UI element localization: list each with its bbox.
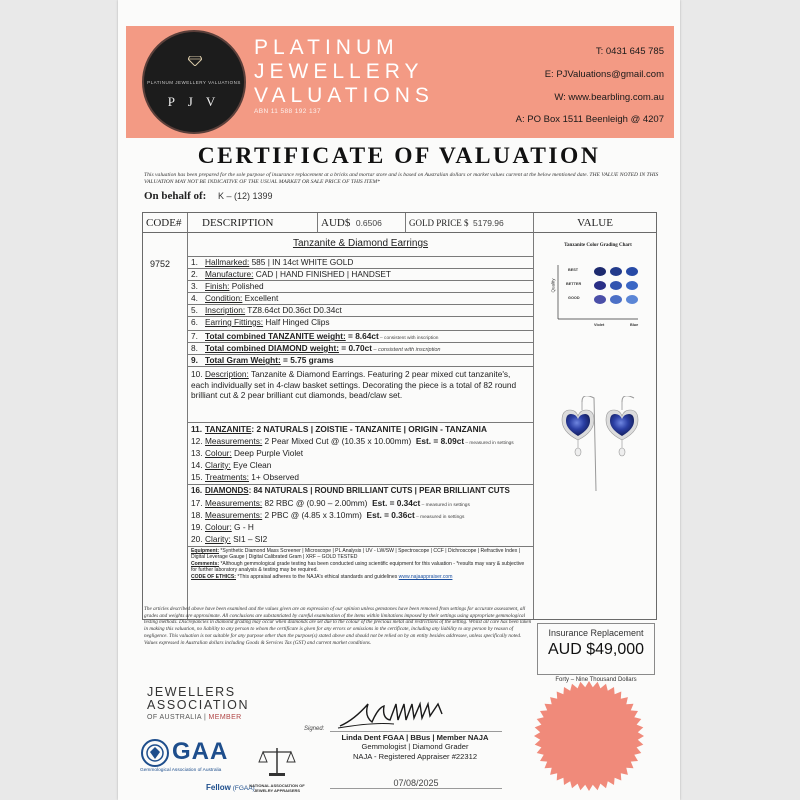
chart-row-label: BEST [568,268,579,272]
jaa-logo [147,686,249,721]
item-code: 9752 [150,259,171,269]
gaa-subtitle: Gemmological Association of Australia [140,768,222,773]
header-aud-label: AUD$ [321,217,351,229]
divider [188,256,533,257]
valuation-disclaimer: This valuation has been prepared for the sole purpose of insurance replacement at a bricks and mortar store and is based on Australian dollars or market values current at the below mentioned date. THE VALUE NOTED IN THIS VALUATION MAY NOT BE INDICATIVE OF THE USUAL MARKET OR SALE PRICE OF THIS ITEM* [144,172,659,185]
seal-stamp [533,680,645,792]
chart-gem [594,267,606,276]
chart-gem [610,295,622,304]
line-6: 6. Earring Fittings: Half Hinged Clips [191,317,330,327]
header-aud-value: 0.6506 [355,218,382,228]
signature-line [330,731,502,732]
signature-image [334,696,464,732]
insurance-amount: AUD $49,000 [547,641,645,658]
chart-gem [626,281,638,290]
header-gold-value: 5179.96 [473,218,504,228]
equipment-notes: Equipment: *Synthetic Diamond Mass Screener | Microscope | PL Analysis | UV - LW/SW | Spectroscope | CCF | Dichroscope | Refractive Index | Digital Leverage Gauge | Digital Calibrated Gram | XRF – GOLD TESTED Comments: *Although gemmological grade testing has been conducted using scientific equipment for this valuation - *results may vary & subjective for further laboratory analysis & testing may be required. CODE OF ETHICS: *This appraisal adheres to the NAJA's ethical standards and guidelines www.najaappraiser.com [191,548,525,580]
tanzanite-heading: 11. TANZANITE: 2 NATURALS | ZOISTIE - TANZANITE | ORIGIN - TANZANIA [191,424,487,434]
contact-website[interactable]: W: www.bearbling.com.au [554,92,664,103]
line-3: 3. Finish: Polished [191,281,264,291]
line-9: 9. Total Gram Weight: = 5.75 grams [191,355,334,365]
company-name-line3: VALUATIONS [254,84,434,107]
header-value: VALUE [534,213,656,233]
line-10-description: 10. Description: Tanzanite & Diamond Earrings. Featuring 2 pear mixed cut tanzanite's, each individually set in 4-claw basket settings. Decorating the piece is a total of 82 round brilliant cut & 2 pear brilliant cut diamonds, bead/claw set. [191,369,517,401]
naja-text: NATIONAL ASSOCIATION OF JEWELRY APPRAISERS [249,783,305,793]
line-14: 14. Clarity: Eye Clean [191,460,272,470]
chart-gem [610,267,622,276]
company-name-line1: PLATINUM [254,36,399,59]
divider [188,316,533,317]
company-name [254,36,434,108]
date-line [330,788,502,789]
signatory-registration: NAJA - Registered Appraiser #22312 [352,751,478,761]
divider [188,422,533,423]
valuation-table [142,212,657,620]
code-column [143,233,188,619]
signatory-name: Linda Dent FGAA | BBus | Member NAJA [341,733,489,742]
chart-x-right: Blue [630,323,639,327]
on-behalf-value: K – (12) 1399 [218,191,273,201]
item-title: Tanzanite & Diamond Earrings [292,238,429,249]
divider [188,268,533,269]
insurance-amount-words: Forty – Nine Thousand Dollars [555,677,637,683]
chart-row-label: BETTER [566,282,582,286]
divider [188,546,533,547]
company-logo [142,30,246,134]
chart-gem [610,281,622,290]
line-2: 2. Manufacture: CAD | HAND FINISHED | HANDSET [191,269,391,279]
contact-phone[interactable]: T: 0431 645 785 [595,46,664,57]
gaa-fellow: Fellow (FGAA) [206,783,255,792]
signed-label: Signed: [304,726,325,732]
earrings-photo [538,396,654,491]
valuation-footnote: The articles described above have been examined and the values given are an expression of our opinion unless gemstones have been removed from settings for accurate assessment, all grades and weights are approximate. All conclusions are substantiated by careful examination of the items within limitations imposed by their settings using appropriate gemmological testing methods. Discrepancies in diamond grading may occur when diamonds are set due to the colour of the precious metal and restrictions of the setting. Whilst all care has been taken in making this valuation, no liability to any person to whom the certificate is given for any errors or omissions in the certificate, including any liability to any person by reason of negligence. This valuation is not suitable for any purpose other than the purpose(s) stated above and should not be relied on by an entity besides addressee, unless specifically noted. Values expressed in Australian dollars including Goods & Services Tax (GST) and current market conditions. [144,606,532,646]
line-15: 15. Treatments: 1+ Observed [191,472,300,482]
tanzanite-color-chart [544,241,652,341]
line-20: 20. Clarity: SI1 – SI2 [191,534,268,544]
insurance-replacement-box [537,623,655,675]
chart-title: Tanzanite Color Grading Chart [564,243,632,248]
divider [188,366,533,367]
jaa-line3: OF AUSTRALIA | MEMBER [147,714,242,721]
valuation-date: 07/08/2025 [393,778,439,788]
scales-icon [257,744,297,778]
description-column [188,233,534,619]
naja-logo [246,744,308,793]
abn-number: ABN 11 588 192 137 [254,108,322,115]
signatory-details [310,733,520,761]
naja-link[interactable]: www.najaappraiser.com [398,573,453,580]
divider [188,304,533,305]
header-gold-label: GOLD PRICE $ [409,218,469,228]
line-8: 8. Total combined DIAMOND weight: = 0.70ct – consistent with inscription [191,343,441,353]
company-name-line2: JEWELLERY [254,60,424,83]
chart-x-left: Violet [594,323,605,327]
insurance-label: Insurance Replacement [548,628,644,638]
logo-text: PLATINUM JEWELLERY VALUATIONS [147,80,241,85]
value-column [534,233,656,619]
contact-email[interactable]: E: PJValuations@gmail.com [544,69,664,80]
line-1: 1. Hallmarked: 585 | IN 14ct WHITE GOLD [191,257,354,267]
certificate-title: CERTIFICATE OF VALUATION [197,143,601,169]
gaa-emblem-icon [140,738,170,768]
chart-row-label: GOOD [568,296,580,300]
header-aud [318,213,406,233]
line-12: 12. Measurements: 2 Pear Mixed Cut @ (10.35 x 10.00mm) Est. = 8.09ct – measured in settings [191,436,514,446]
divider [188,280,533,281]
gaa-title: GAA [172,738,229,765]
header-banner [126,26,674,138]
header-code: CODE# [143,213,188,233]
line-4: 4. Condition: Excellent [191,293,279,303]
chart-gem [594,281,606,290]
chart-gem [626,267,638,276]
diamond-icon [188,56,202,66]
chart-gem [594,295,606,304]
certificate-page [118,0,680,800]
line-7: 7. Total combined TANZANITE weight: = 8.64ct – consistent with inscription [191,331,439,341]
divider [188,484,533,485]
line-13: 13. Colour: Deep Purple Violet [191,448,304,458]
line-5: 5. Inscription: TZ8.64ct D0.36ct D0.34ct [191,305,342,315]
on-behalf-label: On behalf of: [144,190,207,202]
header-description: DESCRIPTION [188,213,318,233]
signatory-role: Gemmologist | Diamond Grader [361,742,469,752]
chart-gem [626,295,638,304]
diamonds-heading: 16. DIAMONDS: 84 NATURALS | ROUND BRILLIANT CUTS | PEAR BRILLIANT CUTS [191,486,510,495]
line-18: 18. Measurements: 2 PBC @ (4.85 x 3.10mm) Est. = 0.36ct – measured in settings [191,510,465,520]
header-gold-price [406,213,534,233]
chart-quality-label: Quality [550,278,556,293]
logo-initials: P J V [167,94,221,109]
contact-address: A: PO Box 1511 Beenleigh @ 4207 [515,114,664,125]
line-19: 19. Colour: G - H [191,522,254,532]
line-17: 17. Measurements: 82 RBC @ (0.90 – 2.00mm) Est. = 0.34ct – measured in settings [191,498,470,508]
jaa-line1: JEWELLERS [147,685,236,699]
jaa-line2: ASSOCIATION [147,698,250,712]
divider [188,292,533,293]
